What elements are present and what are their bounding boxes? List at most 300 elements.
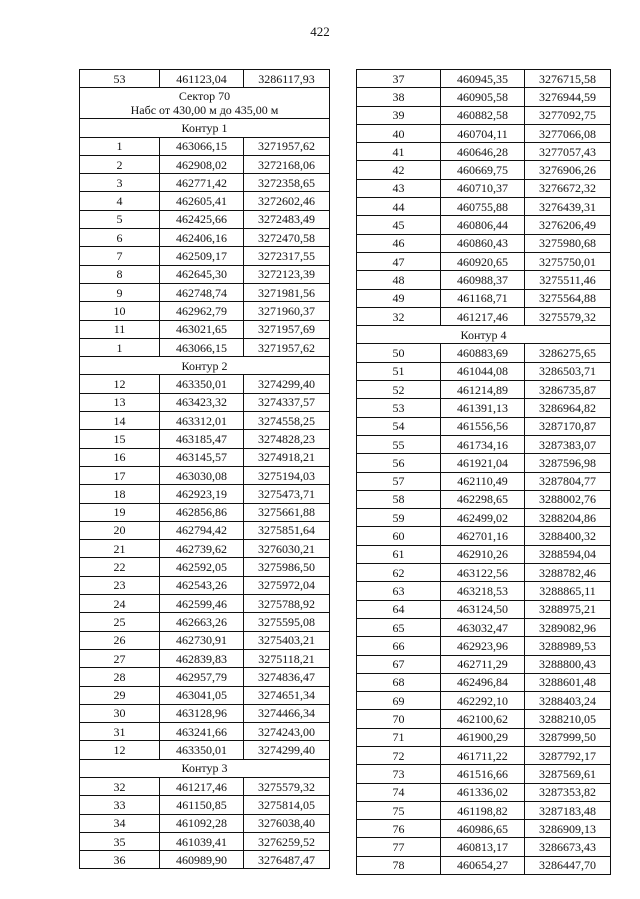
x-coordinate-cell: 462110,49	[441, 472, 525, 490]
x-coordinate-cell: 461150,85	[160, 796, 244, 814]
coordinates-table-right	[356, 69, 611, 875]
x-coordinate-cell: 461123,04	[160, 70, 244, 88]
y-coordinate-cell: 3276439,31	[525, 198, 611, 216]
x-coordinate-cell: 461092,28	[160, 814, 244, 832]
y-coordinate-cell: 3286964,82	[525, 399, 611, 417]
x-coordinate-cell: 462748,74	[160, 283, 244, 301]
point-number-cell: 57	[357, 472, 441, 490]
point-number-cell: 30	[80, 704, 160, 722]
point-number-cell: 39	[357, 106, 441, 124]
y-coordinate-cell: 3275473,71	[244, 485, 330, 503]
point-number-cell: 31	[80, 723, 160, 741]
table-row	[80, 814, 330, 832]
contour-header-row	[80, 759, 330, 777]
point-number-cell: 17	[80, 466, 160, 484]
x-coordinate-cell: 462605,41	[160, 192, 244, 210]
table-row	[357, 198, 611, 216]
x-coordinate-cell: 463124,50	[441, 600, 525, 618]
y-coordinate-cell: 3275194,03	[244, 466, 330, 484]
table-row	[357, 399, 611, 417]
point-number-cell: 13	[80, 393, 160, 411]
y-coordinate-cell: 3286735,87	[525, 381, 611, 399]
sector-header	[80, 88, 330, 119]
table-row	[357, 161, 611, 179]
y-coordinate-cell: 3276672,32	[525, 179, 611, 197]
x-coordinate-cell: 462543,26	[160, 576, 244, 594]
x-coordinate-cell: 460986,65	[441, 820, 525, 838]
table-row	[80, 137, 330, 155]
point-number-cell: 7	[80, 247, 160, 265]
x-coordinate-cell: 460710,37	[441, 179, 525, 197]
point-number-cell: 78	[357, 856, 441, 874]
y-coordinate-cell: 3274337,57	[244, 393, 330, 411]
y-coordinate-cell: 3274651,34	[244, 686, 330, 704]
x-coordinate-cell: 461921,04	[441, 454, 525, 472]
table-row	[80, 302, 330, 320]
table-row	[80, 485, 330, 503]
point-number-cell: 16	[80, 448, 160, 466]
point-number-cell: 52	[357, 381, 441, 399]
table-row	[80, 412, 330, 430]
point-number-cell: 28	[80, 668, 160, 686]
x-coordinate-cell: 463423,32	[160, 393, 244, 411]
point-number-cell: 54	[357, 417, 441, 435]
point-number-cell: 70	[357, 710, 441, 728]
x-coordinate-cell: 462701,16	[441, 527, 525, 545]
point-number-cell: 50	[357, 344, 441, 362]
y-coordinate-cell: 3275118,21	[244, 649, 330, 667]
y-coordinate-cell: 3286503,71	[525, 362, 611, 380]
point-number-cell: 12	[80, 375, 160, 393]
contour-header: Контур 2	[80, 357, 330, 375]
y-coordinate-cell: 3272358,65	[244, 174, 330, 192]
x-coordinate-cell: 461711,22	[441, 746, 525, 764]
point-number-cell: 14	[80, 412, 160, 430]
y-coordinate-cell: 3287170,87	[525, 417, 611, 435]
table-row	[80, 540, 330, 558]
x-coordinate-cell: 460669,75	[441, 161, 525, 179]
y-coordinate-cell: 3277092,75	[525, 106, 611, 124]
x-coordinate-cell: 461217,46	[160, 777, 244, 795]
contour-header-row	[80, 119, 330, 137]
table-row	[80, 741, 330, 759]
x-coordinate-cell: 462908,02	[160, 155, 244, 173]
table-row	[357, 820, 611, 838]
x-coordinate-cell: 463350,01	[160, 741, 244, 759]
x-coordinate-cell: 462645,30	[160, 265, 244, 283]
point-number-cell: 32	[80, 777, 160, 795]
point-number-cell: 55	[357, 435, 441, 453]
point-number-cell: 19	[80, 503, 160, 521]
table-row	[357, 545, 611, 563]
x-coordinate-cell: 462771,42	[160, 174, 244, 192]
table-row	[80, 595, 330, 613]
x-coordinate-cell: 461217,46	[441, 307, 525, 325]
y-coordinate-cell: 3288400,32	[525, 527, 611, 545]
table-row	[357, 783, 611, 801]
x-coordinate-cell: 462957,79	[160, 668, 244, 686]
table-row	[357, 838, 611, 856]
table-row	[357, 692, 611, 710]
table-row	[357, 618, 611, 636]
table-row	[80, 210, 330, 228]
table-row	[80, 192, 330, 210]
x-coordinate-cell: 463312,01	[160, 412, 244, 430]
y-coordinate-cell: 3288210,05	[525, 710, 611, 728]
table-row	[80, 375, 330, 393]
x-coordinate-cell: 462406,16	[160, 229, 244, 247]
table-row	[80, 503, 330, 521]
x-coordinate-cell: 460646,28	[441, 143, 525, 161]
y-coordinate-cell: 3275579,32	[244, 777, 330, 795]
y-coordinate-cell: 3275403,21	[244, 631, 330, 649]
point-number-cell: 29	[80, 686, 160, 704]
table-row	[357, 728, 611, 746]
point-number-cell: 44	[357, 198, 441, 216]
table-row	[80, 832, 330, 850]
x-coordinate-cell: 460905,58	[441, 88, 525, 106]
x-coordinate-cell: 460989,90	[160, 851, 244, 869]
contour-header: Контур 3	[80, 759, 330, 777]
point-number-cell: 49	[357, 289, 441, 307]
x-coordinate-cell: 463241,66	[160, 723, 244, 741]
x-coordinate-cell: 460654,27	[441, 856, 525, 874]
sector-header-line: Сектор 70	[178, 89, 231, 104]
x-coordinate-cell: 463218,53	[441, 582, 525, 600]
x-coordinate-cell: 460883,69	[441, 344, 525, 362]
y-coordinate-cell: 3272602,46	[244, 192, 330, 210]
x-coordinate-cell: 462711,29	[441, 655, 525, 673]
point-number-cell: 41	[357, 143, 441, 161]
table-row	[80, 448, 330, 466]
x-coordinate-cell: 461044,08	[441, 362, 525, 380]
y-coordinate-cell: 3276038,40	[244, 814, 330, 832]
point-number-cell: 45	[357, 216, 441, 234]
point-number-cell: 64	[357, 600, 441, 618]
x-coordinate-cell: 461900,29	[441, 728, 525, 746]
point-number-cell: 18	[80, 485, 160, 503]
table-row	[357, 216, 611, 234]
x-coordinate-cell: 462962,79	[160, 302, 244, 320]
table-row	[357, 710, 611, 728]
y-coordinate-cell: 3275579,32	[525, 307, 611, 325]
point-number-cell: 26	[80, 631, 160, 649]
point-number-cell: 12	[80, 741, 160, 759]
point-number-cell: 60	[357, 527, 441, 545]
table-row	[80, 777, 330, 795]
x-coordinate-cell: 460806,44	[441, 216, 525, 234]
point-number-cell: 21	[80, 540, 160, 558]
y-coordinate-cell: 3286909,13	[525, 820, 611, 838]
x-coordinate-cell: 460813,17	[441, 838, 525, 856]
table-row	[357, 637, 611, 655]
x-coordinate-cell: 462794,42	[160, 521, 244, 539]
table-row	[80, 338, 330, 356]
point-number-cell: 56	[357, 454, 441, 472]
table-row	[80, 174, 330, 192]
point-number-cell: 32	[357, 307, 441, 325]
point-number-cell: 75	[357, 801, 441, 819]
table-row	[357, 124, 611, 142]
x-coordinate-cell: 461168,71	[441, 289, 525, 307]
point-number-cell: 66	[357, 637, 441, 655]
x-coordinate-cell: 463030,08	[160, 466, 244, 484]
x-coordinate-cell: 462496,84	[441, 673, 525, 691]
point-number-cell: 48	[357, 271, 441, 289]
table-row	[357, 271, 611, 289]
point-number-cell: 36	[80, 851, 160, 869]
point-number-cell: 6	[80, 229, 160, 247]
table-row	[357, 746, 611, 764]
point-number-cell: 9	[80, 283, 160, 301]
y-coordinate-cell: 3275986,50	[244, 558, 330, 576]
y-coordinate-cell: 3286275,65	[525, 344, 611, 362]
x-coordinate-cell: 461391,13	[441, 399, 525, 417]
x-coordinate-cell: 462739,62	[160, 540, 244, 558]
x-coordinate-cell: 462425,66	[160, 210, 244, 228]
point-number-cell: 25	[80, 613, 160, 631]
point-number-cell: 23	[80, 576, 160, 594]
table-row	[80, 631, 330, 649]
x-coordinate-cell: 461214,89	[441, 381, 525, 399]
x-coordinate-cell: 463032,47	[441, 618, 525, 636]
y-coordinate-cell: 3276487,47	[244, 851, 330, 869]
x-coordinate-cell: 462923,19	[160, 485, 244, 503]
x-coordinate-cell: 462856,86	[160, 503, 244, 521]
y-coordinate-cell: 3275595,08	[244, 613, 330, 631]
x-coordinate-cell: 460945,35	[441, 70, 525, 88]
y-coordinate-cell: 3272168,06	[244, 155, 330, 173]
table-row	[357, 234, 611, 252]
point-number-cell: 38	[357, 88, 441, 106]
x-coordinate-cell: 463128,96	[160, 704, 244, 722]
point-number-cell: 68	[357, 673, 441, 691]
table-row	[80, 796, 330, 814]
y-coordinate-cell: 3288002,76	[525, 490, 611, 508]
y-coordinate-cell: 3288865,11	[525, 582, 611, 600]
y-coordinate-cell: 3275750,01	[525, 252, 611, 270]
table-row	[357, 527, 611, 545]
y-coordinate-cell: 3274558,25	[244, 412, 330, 430]
y-coordinate-cell: 3287183,48	[525, 801, 611, 819]
y-coordinate-cell: 3288975,21	[525, 600, 611, 618]
y-coordinate-cell: 3274466,34	[244, 704, 330, 722]
point-number-cell: 5	[80, 210, 160, 228]
y-coordinate-cell: 3286673,43	[525, 838, 611, 856]
point-number-cell: 8	[80, 265, 160, 283]
y-coordinate-cell: 3275511,46	[525, 271, 611, 289]
y-coordinate-cell: 3288204,86	[525, 509, 611, 527]
table-row	[357, 600, 611, 618]
x-coordinate-cell: 461516,66	[441, 765, 525, 783]
y-coordinate-cell: 3272123,39	[244, 265, 330, 283]
x-coordinate-cell: 461734,16	[441, 435, 525, 453]
y-coordinate-cell: 3275980,68	[525, 234, 611, 252]
y-coordinate-cell: 3287999,50	[525, 728, 611, 746]
point-number-cell: 53	[357, 399, 441, 417]
table-row	[357, 179, 611, 197]
x-coordinate-cell: 461198,82	[441, 801, 525, 819]
table-row	[357, 765, 611, 783]
point-number-cell: 34	[80, 814, 160, 832]
table-row	[80, 247, 330, 265]
x-coordinate-cell: 462599,46	[160, 595, 244, 613]
table-row	[80, 668, 330, 686]
x-coordinate-cell: 461039,41	[160, 832, 244, 850]
table-row	[80, 521, 330, 539]
table-row	[80, 686, 330, 704]
y-coordinate-cell: 3276259,52	[244, 832, 330, 850]
y-coordinate-cell: 3276906,26	[525, 161, 611, 179]
y-coordinate-cell: 3272317,55	[244, 247, 330, 265]
y-coordinate-cell: 3288601,48	[525, 673, 611, 691]
point-number-cell: 74	[357, 783, 441, 801]
point-number-cell: 15	[80, 430, 160, 448]
table-row	[357, 143, 611, 161]
y-coordinate-cell: 3286117,93	[244, 70, 330, 88]
point-number-cell: 40	[357, 124, 441, 142]
x-coordinate-cell: 460988,37	[441, 271, 525, 289]
x-coordinate-cell: 462509,17	[160, 247, 244, 265]
y-coordinate-cell: 3287353,82	[525, 783, 611, 801]
table-row	[357, 801, 611, 819]
table-row	[357, 490, 611, 508]
point-number-cell: 63	[357, 582, 441, 600]
table-row	[357, 509, 611, 527]
y-coordinate-cell: 3271957,62	[244, 137, 330, 155]
y-coordinate-cell: 3287383,07	[525, 435, 611, 453]
y-coordinate-cell: 3276715,58	[525, 70, 611, 88]
x-coordinate-cell: 462663,26	[160, 613, 244, 631]
y-coordinate-cell: 3275851,64	[244, 521, 330, 539]
table-row	[357, 362, 611, 380]
point-number-cell: 37	[357, 70, 441, 88]
y-coordinate-cell: 3276944,59	[525, 88, 611, 106]
x-coordinate-cell: 460920,65	[441, 252, 525, 270]
table-row	[357, 472, 611, 490]
sector-header-line: Набс от 430,00 м до 435,00 м	[130, 103, 279, 118]
x-coordinate-cell: 462730,91	[160, 631, 244, 649]
point-number-cell: 51	[357, 362, 441, 380]
table-row	[80, 558, 330, 576]
table-row	[80, 466, 330, 484]
y-coordinate-cell: 3275564,88	[525, 289, 611, 307]
y-coordinate-cell: 3274299,40	[244, 375, 330, 393]
point-number-cell: 11	[80, 320, 160, 338]
table-row	[357, 564, 611, 582]
point-number-cell: 43	[357, 179, 441, 197]
contour-header: Контур 4	[357, 326, 611, 344]
table-row	[80, 265, 330, 283]
x-coordinate-cell: 463041,05	[160, 686, 244, 704]
point-number-cell: 1	[80, 338, 160, 356]
y-coordinate-cell: 3288989,53	[525, 637, 611, 655]
point-number-cell: 69	[357, 692, 441, 710]
y-coordinate-cell: 3277066,08	[525, 124, 611, 142]
sector-header-row	[80, 88, 330, 119]
y-coordinate-cell: 3271957,69	[244, 320, 330, 338]
point-number-cell: 2	[80, 155, 160, 173]
point-number-cell: 27	[80, 649, 160, 667]
point-number-cell: 4	[80, 192, 160, 210]
y-coordinate-cell: 3288800,43	[525, 655, 611, 673]
table-row	[80, 704, 330, 722]
point-number-cell: 33	[80, 796, 160, 814]
point-number-cell: 3	[80, 174, 160, 192]
y-coordinate-cell: 3275788,92	[244, 595, 330, 613]
table-row	[357, 673, 611, 691]
contour-header-row	[357, 326, 611, 344]
x-coordinate-cell: 463122,56	[441, 564, 525, 582]
x-coordinate-cell: 463185,47	[160, 430, 244, 448]
y-coordinate-cell: 3274243,00	[244, 723, 330, 741]
point-number-cell: 10	[80, 302, 160, 320]
y-coordinate-cell: 3288594,04	[525, 545, 611, 563]
x-coordinate-cell: 461336,02	[441, 783, 525, 801]
table-row	[357, 582, 611, 600]
point-number-cell: 62	[357, 564, 441, 582]
table-row	[357, 289, 611, 307]
y-coordinate-cell: 3288782,46	[525, 564, 611, 582]
point-number-cell: 42	[357, 161, 441, 179]
y-coordinate-cell: 3276206,49	[525, 216, 611, 234]
point-number-cell: 67	[357, 655, 441, 673]
table-row	[80, 229, 330, 247]
table-row	[80, 320, 330, 338]
table-row	[357, 70, 611, 88]
x-coordinate-cell: 462100,62	[441, 710, 525, 728]
y-coordinate-cell: 3277057,43	[525, 143, 611, 161]
table-row	[357, 417, 611, 435]
y-coordinate-cell: 3274828,23	[244, 430, 330, 448]
y-coordinate-cell: 3275661,88	[244, 503, 330, 521]
x-coordinate-cell: 460882,58	[441, 106, 525, 124]
point-number-cell: 61	[357, 545, 441, 563]
y-coordinate-cell: 3274299,40	[244, 741, 330, 759]
point-number-cell: 46	[357, 234, 441, 252]
y-coordinate-cell: 3271957,62	[244, 338, 330, 356]
x-coordinate-cell: 462592,05	[160, 558, 244, 576]
y-coordinate-cell: 3275972,04	[244, 576, 330, 594]
point-number-cell: 53	[80, 70, 160, 88]
x-coordinate-cell: 460860,43	[441, 234, 525, 252]
point-number-cell: 24	[80, 595, 160, 613]
y-coordinate-cell: 3287569,61	[525, 765, 611, 783]
x-coordinate-cell: 460704,11	[441, 124, 525, 142]
table-row	[357, 106, 611, 124]
y-coordinate-cell: 3275814,05	[244, 796, 330, 814]
y-coordinate-cell: 3271960,37	[244, 302, 330, 320]
table-row	[80, 393, 330, 411]
x-coordinate-cell: 463066,15	[160, 137, 244, 155]
table-row	[357, 88, 611, 106]
y-coordinate-cell: 3287792,17	[525, 746, 611, 764]
coordinates-table-right-body	[357, 70, 611, 875]
table-row	[357, 655, 611, 673]
coordinates-table-left	[79, 69, 330, 869]
point-number-cell: 59	[357, 509, 441, 527]
x-coordinate-cell: 461556,56	[441, 417, 525, 435]
y-coordinate-cell: 3272470,58	[244, 229, 330, 247]
x-coordinate-cell: 460755,88	[441, 198, 525, 216]
point-number-cell: 58	[357, 490, 441, 508]
coordinates-table-left-body	[80, 70, 330, 869]
x-coordinate-cell: 463066,15	[160, 338, 244, 356]
point-number-cell: 47	[357, 252, 441, 270]
table-row	[357, 307, 611, 325]
y-coordinate-cell: 3287804,77	[525, 472, 611, 490]
point-number-cell: 20	[80, 521, 160, 539]
